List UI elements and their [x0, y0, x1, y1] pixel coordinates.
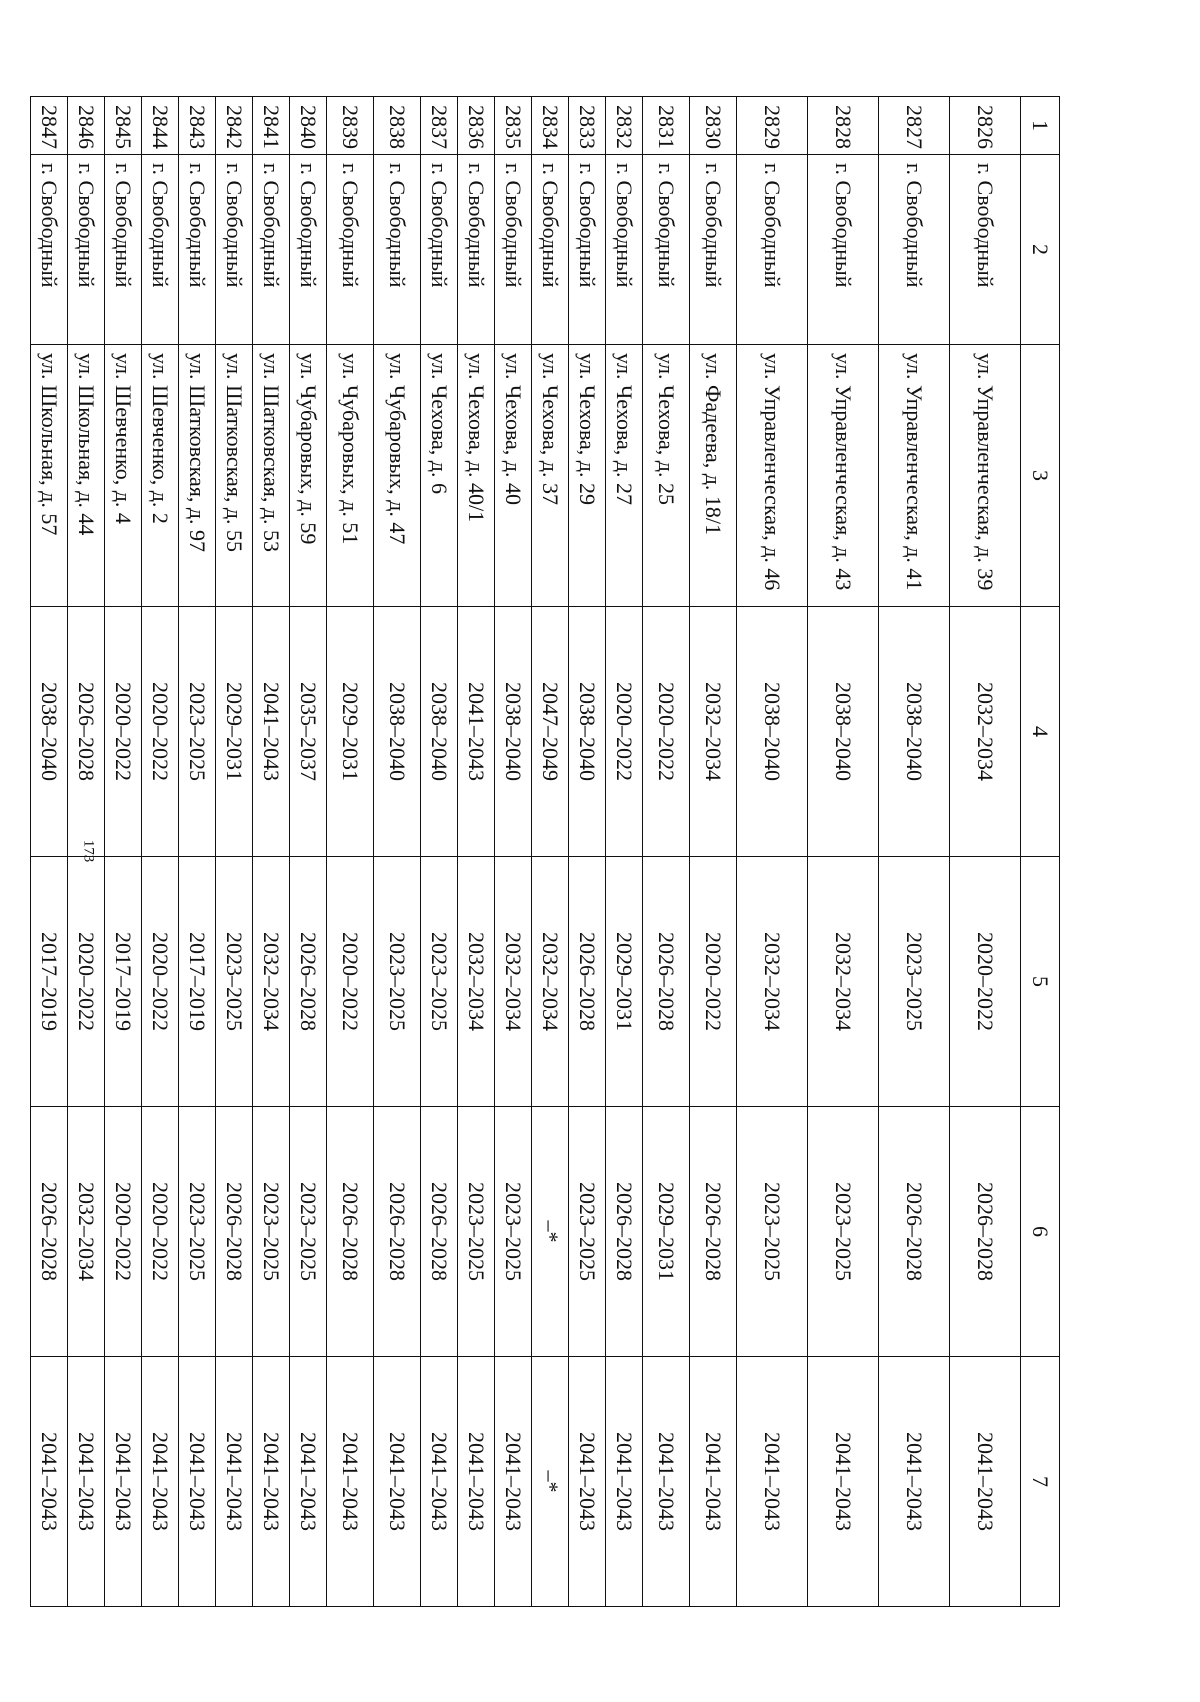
cell-address: ул. Управленческая, д. 46 [737, 345, 808, 607]
schedule-table [30, 96, 1060, 1607]
cell-locality: г. Свободный [142, 155, 179, 345]
cell-period-6: 2023–2025 [569, 1107, 606, 1357]
cell-period-5: 2032–2034 [253, 857, 290, 1107]
cell-address: ул. Школьная, д. 44 [68, 345, 105, 607]
cell-period-5: 2020–2022 [142, 857, 179, 1107]
cell-address: ул. Управленческая, д. 41 [879, 345, 950, 607]
cell-locality: г. Свободный [808, 155, 879, 345]
cell-period-6: 2023–2025 [290, 1107, 327, 1357]
cell-row-number: 2844 [142, 97, 179, 155]
cell-period-5: 2020–2022 [690, 857, 737, 1107]
cell-period-5: 2017–2019 [105, 857, 142, 1107]
cell-period-6: 2023–2025 [458, 1107, 495, 1357]
cell-address: ул. Чубаровых, д. 59 [290, 345, 327, 607]
cell-period-4: 2038–2040 [31, 607, 68, 857]
cell-period-7: 2041–2043 [142, 1357, 179, 1607]
cell-locality: г. Свободный [879, 155, 950, 345]
cell-locality: г. Свободный [290, 155, 327, 345]
cell-period-5: 2023–2025 [421, 857, 458, 1107]
cell-row-number: 2840 [290, 97, 327, 155]
cell-row-number: 2833 [569, 97, 606, 155]
cell-period-4: 2029–2031 [327, 607, 374, 857]
cell-row-number: 2846 [68, 97, 105, 155]
cell-address: ул. Шатковская, д. 53 [253, 345, 290, 607]
cell-period-4: 2038–2040 [879, 607, 950, 857]
cell-period-6: 2023–2025 [808, 1107, 879, 1357]
table-row [105, 97, 142, 1607]
cell-period-7: 2041–2043 [31, 1357, 68, 1607]
cell-address: ул. Фадеева, д. 18/1 [690, 345, 737, 607]
cell-period-6: 2020–2022 [105, 1107, 142, 1357]
cell-address: ул. Чубаровых, д. 51 [327, 345, 374, 607]
cell-period-6: 2023–2025 [253, 1107, 290, 1357]
cell-period-6: 2026–2028 [606, 1107, 643, 1357]
cell-period-6: 2026–2028 [421, 1107, 458, 1357]
cell-row-number: 2826 [950, 97, 1021, 155]
cell-locality: г. Свободный [253, 155, 290, 345]
cell-locality: г. Свободный [216, 155, 253, 345]
cell-period-4: 2047–2049 [532, 607, 569, 857]
cell-address: ул. Шевченко, д. 4 [105, 345, 142, 607]
cell-period-7: 2041–2043 [105, 1357, 142, 1607]
cell-period-4: 2038–2040 [569, 607, 606, 857]
cell-row-number: 2831 [643, 97, 690, 155]
cell-period-7: 2041–2043 [216, 1357, 253, 1607]
table-row [606, 97, 643, 1607]
cell-locality: г. Свободный [569, 155, 606, 345]
cell-address: ул. Чехова, д. 40 [495, 345, 532, 607]
cell-period-6: 2026–2028 [327, 1107, 374, 1357]
cell-locality: г. Свободный [532, 155, 569, 345]
cell-row-number: 2845 [105, 97, 142, 155]
cell-row-number: 2839 [327, 97, 374, 155]
cell-period-6: 2023–2025 [179, 1107, 216, 1357]
cell-period-4: 2020–2022 [643, 607, 690, 857]
cell-period-4: 2026–2028 [68, 607, 105, 857]
table-row [532, 97, 569, 1607]
cell-period-7: 2041–2043 [879, 1357, 950, 1607]
cell-period-5: 2029–2031 [606, 857, 643, 1107]
cell-row-number: 2837 [421, 97, 458, 155]
cell-row-number: 2847 [31, 97, 68, 155]
table-row [142, 97, 179, 1607]
cell-locality: г. Свободный [643, 155, 690, 345]
cell-row-number: 2828 [808, 97, 879, 155]
cell-row-number: 2838 [374, 97, 421, 155]
cell-address: ул. Чехова, д. 6 [421, 345, 458, 607]
cell-period-4: 2038–2040 [737, 607, 808, 857]
cell-address: ул. Управленческая, д. 39 [950, 345, 1021, 607]
cell-row-number: 2827 [879, 97, 950, 155]
cell-period-4: 2020–2022 [606, 607, 643, 857]
cell-address: ул. Управленческая, д. 43 [808, 345, 879, 607]
cell-period-6: 2026–2028 [216, 1107, 253, 1357]
cell-period-7: 2041–2043 [458, 1357, 495, 1607]
cell-locality: г. Свободный [105, 155, 142, 345]
cell-period-4: 2020–2022 [142, 607, 179, 857]
cell-row-number: 2832 [606, 97, 643, 155]
column-header-3: 3 [1021, 345, 1060, 607]
cell-period-7: 2041–2043 [374, 1357, 421, 1607]
column-header-7: 7 [1021, 1357, 1060, 1607]
cell-period-5: 2020–2022 [950, 857, 1021, 1107]
table-row [737, 97, 808, 1607]
cell-period-5: 2026–2028 [643, 857, 690, 1107]
column-header-1: 1 [1021, 97, 1060, 155]
cell-period-7: 2041–2043 [808, 1357, 879, 1607]
cell-period-4: 2038–2040 [808, 607, 879, 857]
cell-period-7: 2041–2043 [68, 1357, 105, 1607]
cell-period-5: 2017–2019 [31, 857, 68, 1107]
table-row [253, 97, 290, 1607]
cell-period-6: 2023–2025 [737, 1107, 808, 1357]
cell-period-5: 2026–2028 [290, 857, 327, 1107]
cell-address: ул. Чубаровых, д. 47 [374, 345, 421, 607]
column-header-6: 6 [1021, 1107, 1060, 1357]
cell-period-6: 2032–2034 [68, 1107, 105, 1357]
cell-row-number: 2843 [179, 97, 216, 155]
cell-row-number: 2830 [690, 97, 737, 155]
cell-period-4: 2032–2034 [690, 607, 737, 857]
table-row [950, 97, 1021, 1607]
column-header-2: 2 [1021, 155, 1060, 345]
table-row [879, 97, 950, 1607]
cell-period-6: 2026–2028 [690, 1107, 737, 1357]
table-row [458, 97, 495, 1607]
cell-address: ул. Чехова, д. 37 [532, 345, 569, 607]
cell-row-number: 2842 [216, 97, 253, 155]
cell-period-4: 2032–2034 [950, 607, 1021, 857]
cell-period-7: 2041–2043 [495, 1357, 532, 1607]
table-row [216, 97, 253, 1607]
cell-locality: г. Свободный [458, 155, 495, 345]
cell-period-6: 2020–2022 [142, 1107, 179, 1357]
cell-locality: г. Свободный [68, 155, 105, 345]
cell-period-5: 2020–2022 [68, 857, 105, 1107]
cell-row-number: 2836 [458, 97, 495, 155]
cell-period-7: 2041–2043 [569, 1357, 606, 1607]
cell-period-7: 2041–2043 [690, 1357, 737, 1607]
cell-address: ул. Шатковская, д. 55 [216, 345, 253, 607]
cell-period-4: 2029–2031 [216, 607, 253, 857]
cell-period-4: 2041–2043 [253, 607, 290, 857]
cell-period-6: –* [532, 1107, 569, 1357]
cell-row-number: 2841 [253, 97, 290, 155]
cell-period-4: 2038–2040 [421, 607, 458, 857]
table-row [569, 97, 606, 1607]
cell-locality: г. Свободный [31, 155, 68, 345]
cell-row-number: 2829 [737, 97, 808, 155]
cell-period-5: 2023–2025 [879, 857, 950, 1107]
cell-period-7: 2041–2043 [327, 1357, 374, 1607]
cell-locality: г. Свободный [495, 155, 532, 345]
cell-period-4: 2038–2040 [495, 607, 532, 857]
cell-period-7: 2041–2043 [421, 1357, 458, 1607]
table-row [808, 97, 879, 1607]
cell-period-5: 2032–2034 [808, 857, 879, 1107]
table-row [327, 97, 374, 1607]
column-header-4: 4 [1021, 607, 1060, 857]
cell-period-5: 2032–2034 [737, 857, 808, 1107]
page-number: 173 [80, 839, 97, 863]
cell-period-6: 2029–2031 [643, 1107, 690, 1357]
cell-period-4: 2023–2025 [179, 607, 216, 857]
cell-locality: г. Свободный [421, 155, 458, 345]
table-body [31, 97, 1021, 1607]
cell-address: ул. Чехова, д. 25 [643, 345, 690, 607]
cell-address: ул. Чехова, д. 40/1 [458, 345, 495, 607]
table-row [31, 97, 68, 1607]
cell-period-5: 2023–2025 [374, 857, 421, 1107]
cell-locality: г. Свободный [327, 155, 374, 345]
cell-locality: г. Свободный [690, 155, 737, 345]
cell-period-7: 2041–2043 [950, 1357, 1021, 1607]
cell-period-7: 2041–2043 [253, 1357, 290, 1607]
cell-row-number: 2835 [495, 97, 532, 155]
table-row [68, 97, 105, 1607]
table-row [421, 97, 458, 1607]
cell-locality: г. Свободный [950, 155, 1021, 345]
table-row [290, 97, 327, 1607]
cell-address: ул. Чехова, д. 29 [569, 345, 606, 607]
cell-row-number: 2834 [532, 97, 569, 155]
cell-period-6: 2026–2028 [31, 1107, 68, 1357]
cell-period-5: 2023–2025 [216, 857, 253, 1107]
cell-period-5: 2026–2028 [569, 857, 606, 1107]
cell-period-6: 2026–2028 [374, 1107, 421, 1357]
cell-address: ул. Шатковская, д. 97 [179, 345, 216, 607]
cell-period-5: 2032–2034 [495, 857, 532, 1107]
cell-locality: г. Свободный [737, 155, 808, 345]
cell-locality: г. Свободный [179, 155, 216, 345]
cell-locality: г. Свободный [374, 155, 421, 345]
table-row [179, 97, 216, 1607]
cell-period-5: 2017–2019 [179, 857, 216, 1107]
header-row [1021, 97, 1060, 1607]
cell-period-6: 2023–2025 [495, 1107, 532, 1357]
cell-period-6: 2026–2028 [950, 1107, 1021, 1357]
cell-period-7: 2041–2043 [290, 1357, 327, 1607]
cell-address: ул. Школьная, д. 57 [31, 345, 68, 607]
cell-period-6: 2026–2028 [879, 1107, 950, 1357]
cell-locality: г. Свободный [606, 155, 643, 345]
table-row [374, 97, 421, 1607]
table-row [495, 97, 532, 1607]
cell-period-4: 2041–2043 [458, 607, 495, 857]
cell-period-4: 2020–2022 [105, 607, 142, 857]
table-row [690, 97, 737, 1607]
cell-period-7: 2041–2043 [606, 1357, 643, 1607]
column-header-5: 5 [1021, 857, 1060, 1107]
cell-period-4: 2035–2037 [290, 607, 327, 857]
cell-period-5: 2032–2034 [458, 857, 495, 1107]
cell-period-7: 2041–2043 [643, 1357, 690, 1607]
cell-period-7: 2041–2043 [179, 1357, 216, 1607]
cell-address: ул. Шевченко, д. 2 [142, 345, 179, 607]
cell-period-7: –* [532, 1357, 569, 1607]
cell-period-5: 2020–2022 [327, 857, 374, 1107]
table-row [643, 97, 690, 1607]
cell-period-4: 2038–2040 [374, 607, 421, 857]
cell-address: ул. Чехова, д. 27 [606, 345, 643, 607]
cell-period-7: 2041–2043 [737, 1357, 808, 1607]
cell-period-5: 2032–2034 [532, 857, 569, 1107]
